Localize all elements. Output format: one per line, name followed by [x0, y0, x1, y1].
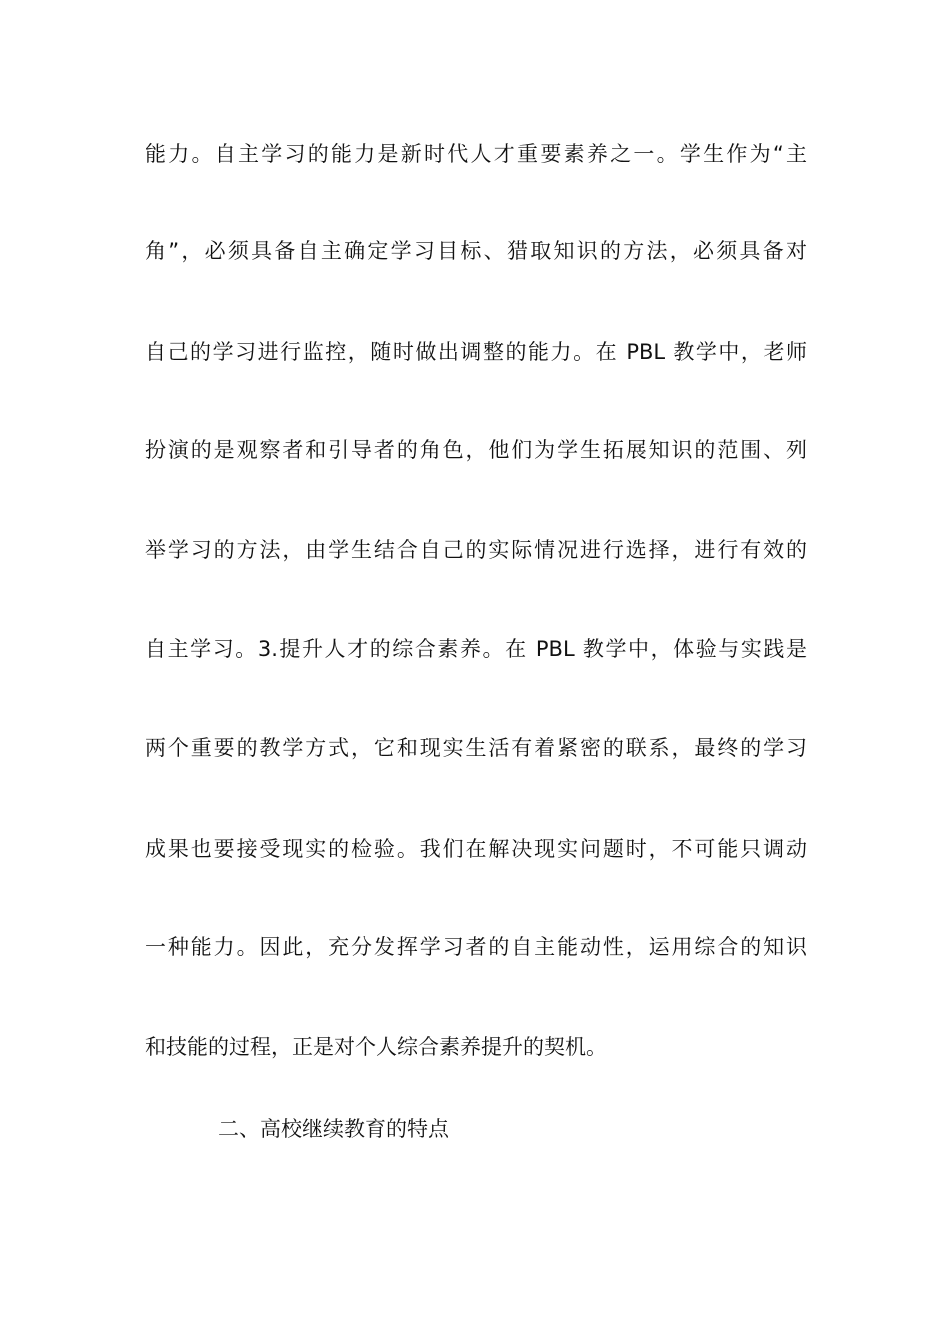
paragraph-line: 两个重要的教学方式，它和现实生活有着紧密的联系，最终的学习 [145, 736, 807, 760]
section-heading: 二、高校继续教育的特点 [218, 1117, 449, 1141]
paragraph-line: 自主学习。3.提升人才的综合素养。在 PBL 教学中，体验与实践是 [145, 637, 807, 661]
paragraph-line: 自己的学习进行监控，随时做出调整的能力。在 PBL 教学中，老师 [145, 340, 807, 364]
paragraph-line: 举学习的方法，由学生结合自己的实际情况进行选择，进行有效的 [145, 538, 807, 562]
paragraph-line: 和技能的过程，正是对个人综合素养提升的契机。 [145, 1035, 607, 1059]
paragraph-line: 成果也要接受现实的检验。我们在解决现实问题时，不可能只调动 [145, 837, 807, 861]
paragraph-line: 一种能力。因此，充分发挥学习者的自主能动性，运用综合的知识 [145, 935, 807, 959]
paragraph-line: 能力。自主学习的能力是新时代人才重要素养之一。学生作为“主 [145, 142, 807, 166]
paragraph-line: 扮演的是观察者和引导者的角色，他们为学生拓展知识的范围、列 [145, 438, 807, 462]
paragraph-line: 角”，必须具备自主确定学习目标、猎取知识的方法，必须具备对 [145, 239, 807, 263]
